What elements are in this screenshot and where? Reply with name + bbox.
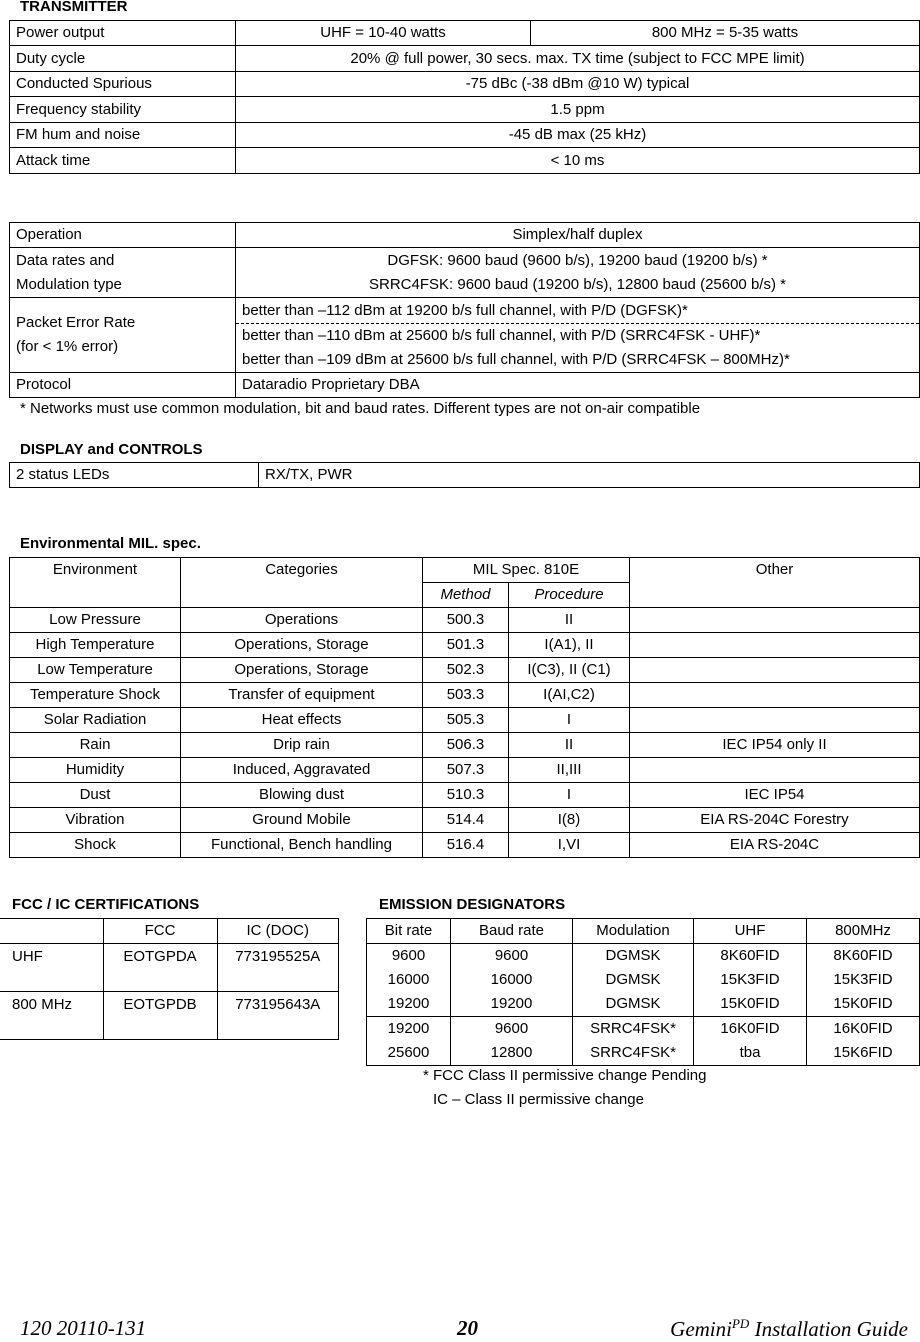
emission-heading: EMISSION DESIGNATORS xyxy=(379,896,566,913)
env-cell: 505.3 xyxy=(423,708,509,733)
env-cell: EIA RS-204C xyxy=(630,833,920,858)
env-cell: I,VI xyxy=(509,833,630,858)
table-row xyxy=(367,1017,920,1066)
emission-cell: SRRC4FSK* xyxy=(590,1020,676,1037)
emission-cell: SRRC4FSK* xyxy=(590,1044,676,1061)
env-cell: 510.3 xyxy=(423,783,509,808)
table-row xyxy=(10,833,920,858)
per-label-line1: Packet Error Rate xyxy=(16,314,136,331)
emission-header-uhf: UHF xyxy=(694,919,807,944)
emission-cell: DGMSK xyxy=(605,995,661,1012)
table-row xyxy=(10,463,920,488)
per-value-dgfsk: better than –112 dBm at 19200 b/s full channel, with P/D (DGFSK)* xyxy=(236,298,920,324)
operation-value: Simplex/half duplex xyxy=(236,223,920,248)
env-cell: Temperature Shock xyxy=(10,683,181,708)
env-cell xyxy=(630,758,920,783)
duty-cycle-label: Duty cycle xyxy=(10,46,236,72)
emission-800-group1 xyxy=(807,944,920,1017)
env-cell: IEC IP54 xyxy=(630,783,920,808)
table-row xyxy=(10,683,920,708)
attack-time-label: Attack time xyxy=(10,148,236,174)
per-label xyxy=(10,298,236,373)
table-row xyxy=(10,608,920,633)
data-rates-value-line2: SRRC4FSK: 9600 baud (19200 b/s), 12800 baud (25600 b/s) * xyxy=(369,275,786,293)
fm-hum-value: -45 dB max (25 kHz) xyxy=(236,123,920,148)
table-row xyxy=(10,633,920,658)
power-output-uhf: UHF = 10-40 watts xyxy=(236,21,531,46)
env-cell: Shock xyxy=(10,833,181,858)
env-cell xyxy=(630,608,920,633)
table-row xyxy=(10,783,920,808)
env-cell: 516.4 xyxy=(423,833,509,858)
emission-cell: 15K0FID xyxy=(720,995,780,1012)
emission-cell: 8K60FID xyxy=(720,947,780,964)
table-row xyxy=(10,148,920,174)
protocol-value: Dataradio Proprietary DBA xyxy=(236,373,920,398)
emission-header-800: 800MHz xyxy=(807,919,920,944)
emission-cell: 19200 xyxy=(387,995,430,1012)
emission-bit-group2 xyxy=(367,1017,451,1066)
footer-product-sup: PD xyxy=(731,1316,750,1331)
env-header-categories: Categories xyxy=(181,558,423,583)
emission-cell: tba xyxy=(739,1044,761,1061)
env-cell: Dust xyxy=(10,783,181,808)
table-row xyxy=(10,21,920,46)
env-cell: 507.3 xyxy=(423,758,509,783)
environmental-table xyxy=(9,557,920,858)
fcc-pending-note: * FCC Class II permissive change Pending xyxy=(423,1067,707,1084)
table-row xyxy=(10,583,920,608)
emission-cell: 16000 xyxy=(490,971,533,988)
emission-baud-group1 xyxy=(451,944,573,1017)
table-row xyxy=(10,758,920,783)
environmental-heading: Environmental MIL. spec. xyxy=(20,535,201,552)
env-cell: IEC IP54 only II xyxy=(630,733,920,758)
freq-stability-label: Frequency stability xyxy=(10,97,236,123)
env-cell: Induced, Aggravated xyxy=(181,758,423,783)
emission-cell: 16000 xyxy=(387,971,430,988)
env-cell: Drip rain xyxy=(181,733,423,758)
modem-table xyxy=(9,222,920,398)
env-cell: Low Temperature xyxy=(10,658,181,683)
emission-cell: 15K3FID xyxy=(833,971,893,988)
fcc-band: UHF xyxy=(0,944,103,992)
emission-baud-group2 xyxy=(451,1017,573,1066)
table-row xyxy=(0,944,339,992)
power-output-label: Power output xyxy=(10,21,236,46)
env-cell: 506.3 xyxy=(423,733,509,758)
footer-guide-title xyxy=(670,1316,908,1342)
per-value-srrc xyxy=(236,324,920,373)
fcc-id: EOTGPDB xyxy=(103,992,217,1040)
env-header-method: Method xyxy=(423,583,509,608)
emission-cell: 19200 xyxy=(387,1020,430,1037)
emission-cell: 9600 xyxy=(391,947,426,964)
duty-cycle-value: 20% @ full power, 30 secs. max. TX time (subject to FCC MPE limit) xyxy=(236,46,920,72)
env-cell: I(C3), II (C1) xyxy=(509,658,630,683)
env-cell: I(A1), II xyxy=(509,633,630,658)
data-rates-value xyxy=(236,248,920,298)
freq-stability-value: 1.5 ppm xyxy=(236,97,920,123)
status-leds-label: 2 status LEDs xyxy=(10,463,259,488)
table-row xyxy=(10,97,920,123)
env-cell: Humidity xyxy=(10,758,181,783)
env-cell: Operations, Storage xyxy=(181,658,423,683)
per-value-uhf: better than –110 dBm at 25600 b/s full channel, with P/D (SRRC4FSK - UHF)* xyxy=(242,327,761,344)
data-rates-label-line2: Modulation type xyxy=(16,275,122,293)
table-row xyxy=(10,708,920,733)
fcc-header-ic: IC (DOC) xyxy=(217,919,339,944)
status-leds-value: RX/TX, PWR xyxy=(259,463,920,488)
footer-product: Gemini xyxy=(670,1317,732,1341)
fcc-heading: FCC / IC CERTIFICATIONS xyxy=(12,896,200,913)
emission-uhf-group1 xyxy=(694,944,807,1017)
env-cell: I xyxy=(509,783,630,808)
emission-header-baud: Baud rate xyxy=(451,919,573,944)
env-cell: Vibration xyxy=(10,808,181,833)
networks-note: * Networks must use common modulation, bit and baud rates. Different types are not on-air compatible xyxy=(20,400,701,417)
footer-guide: Installation Guide xyxy=(749,1317,908,1341)
env-cell: 503.3 xyxy=(423,683,509,708)
emission-uhf-group2 xyxy=(694,1017,807,1066)
table-row xyxy=(367,944,920,1017)
ic-id: 773195525A xyxy=(217,944,339,992)
table-row xyxy=(10,733,920,758)
env-cell: 501.3 xyxy=(423,633,509,658)
emission-cell: 12800 xyxy=(490,1044,533,1061)
table-row xyxy=(0,992,339,1040)
emission-cell: DGMSK xyxy=(605,971,661,988)
table-row xyxy=(367,919,920,944)
emission-mod-group2 xyxy=(573,1017,694,1066)
env-cell: Operations xyxy=(181,608,423,633)
env-cell: 502.3 xyxy=(423,658,509,683)
emission-cell: 15K3FID xyxy=(720,971,780,988)
ic-id: 773195643A xyxy=(217,992,339,1040)
spurious-value: -75 dBc (-38 dBm @10 W) typical xyxy=(236,72,920,97)
data-rates-label-line1: Data rates and xyxy=(16,251,115,269)
fcc-id: EOTGPDA xyxy=(103,944,217,992)
env-header-blank xyxy=(630,583,920,608)
transmitter-table xyxy=(9,20,920,174)
env-header-blank xyxy=(181,583,423,608)
table-row xyxy=(10,658,920,683)
table-row xyxy=(10,223,920,248)
env-cell: I(8) xyxy=(509,808,630,833)
env-cell: Solar Radiation xyxy=(10,708,181,733)
footer-doc-number: 120 20110-131 xyxy=(20,1316,147,1340)
env-cell: EIA RS-204C Forestry xyxy=(630,808,920,833)
emission-cell: 16K0FID xyxy=(720,1020,780,1037)
env-cell xyxy=(630,683,920,708)
env-cell: Functional, Bench handling xyxy=(181,833,423,858)
table-row xyxy=(10,72,920,97)
emission-cell: 15K6FID xyxy=(833,1044,893,1061)
env-cell: I(AI,C2) xyxy=(509,683,630,708)
data-rates-value-line1: DGFSK: 9600 baud (9600 b/s), 19200 baud (19200 b/s) * xyxy=(387,251,768,269)
power-output-800: 800 MHz = 5-35 watts xyxy=(531,21,920,46)
env-cell: I xyxy=(509,708,630,733)
emission-header-bit: Bit rate xyxy=(367,919,451,944)
env-cell: 514.4 xyxy=(423,808,509,833)
table-row xyxy=(10,123,920,148)
env-header-procedure: Procedure xyxy=(509,583,630,608)
env-cell: II,III xyxy=(509,758,630,783)
emission-cell: 16K0FID xyxy=(833,1020,893,1037)
emission-cell: 15K0FID xyxy=(833,995,893,1012)
data-rates-label xyxy=(10,248,236,298)
table-row xyxy=(0,919,339,944)
emission-cell: 8K60FID xyxy=(833,947,893,964)
per-label-line2: (for < 1% error) xyxy=(16,338,119,355)
env-cell: II xyxy=(509,733,630,758)
fcc-header-fcc: FCC xyxy=(103,919,217,944)
env-header-milspec: MIL Spec. 810E xyxy=(423,558,630,583)
env-cell: Operations, Storage xyxy=(181,633,423,658)
env-cell: Heat effects xyxy=(181,708,423,733)
protocol-label: Protocol xyxy=(10,373,236,398)
attack-time-value: < 10 ms xyxy=(236,148,920,174)
env-header-blank xyxy=(10,583,181,608)
footer-page-number: 20 xyxy=(457,1316,478,1340)
env-cell: Blowing dust xyxy=(181,783,423,808)
emission-cell: DGMSK xyxy=(605,947,661,964)
emission-800-group2 xyxy=(807,1017,920,1066)
display-table xyxy=(9,462,920,488)
table-row xyxy=(10,808,920,833)
emission-cell: 9600 xyxy=(494,1020,529,1037)
env-cell: Transfer of equipment xyxy=(181,683,423,708)
emission-table xyxy=(366,918,920,1066)
emission-mod-group1 xyxy=(573,944,694,1017)
emission-cell: 19200 xyxy=(490,995,533,1012)
env-cell xyxy=(630,708,920,733)
spurious-label: Conducted Spurious xyxy=(10,72,236,97)
table-row xyxy=(10,373,920,398)
env-cell xyxy=(630,633,920,658)
fm-hum-label: FM hum and noise xyxy=(10,123,236,148)
operation-label: Operation xyxy=(10,223,236,248)
env-cell: Ground Mobile xyxy=(181,808,423,833)
display-heading: DISPLAY and CONTROLS xyxy=(20,441,203,458)
env-cell: II xyxy=(509,608,630,633)
fcc-header-blank xyxy=(0,919,103,944)
env-cell: Low Pressure xyxy=(10,608,181,633)
table-row xyxy=(10,248,920,298)
env-cell: 500.3 xyxy=(423,608,509,633)
table-row xyxy=(10,46,920,72)
env-cell: High Temperature xyxy=(10,633,181,658)
fcc-band: 800 MHz xyxy=(0,992,103,1040)
table-row xyxy=(10,558,920,583)
emission-header-mod: Modulation xyxy=(573,919,694,944)
table-row xyxy=(10,298,920,324)
env-header-other: Other xyxy=(630,558,920,583)
emission-cell: 9600 xyxy=(494,947,529,964)
transmitter-heading: TRANSMITTER xyxy=(20,0,128,15)
fcc-table xyxy=(0,918,339,1040)
emission-bit-group1 xyxy=(367,944,451,1017)
env-cell xyxy=(630,658,920,683)
env-cell: Rain xyxy=(10,733,181,758)
env-header-environment: Environment xyxy=(10,558,181,583)
emission-cell: 25600 xyxy=(387,1044,430,1061)
per-value-800: better than –109 dBm at 25600 b/s full channel, with P/D (SRRC4FSK – 800MHz)* xyxy=(242,351,790,368)
ic-permissive-note: IC – Class II permissive change xyxy=(433,1091,644,1108)
